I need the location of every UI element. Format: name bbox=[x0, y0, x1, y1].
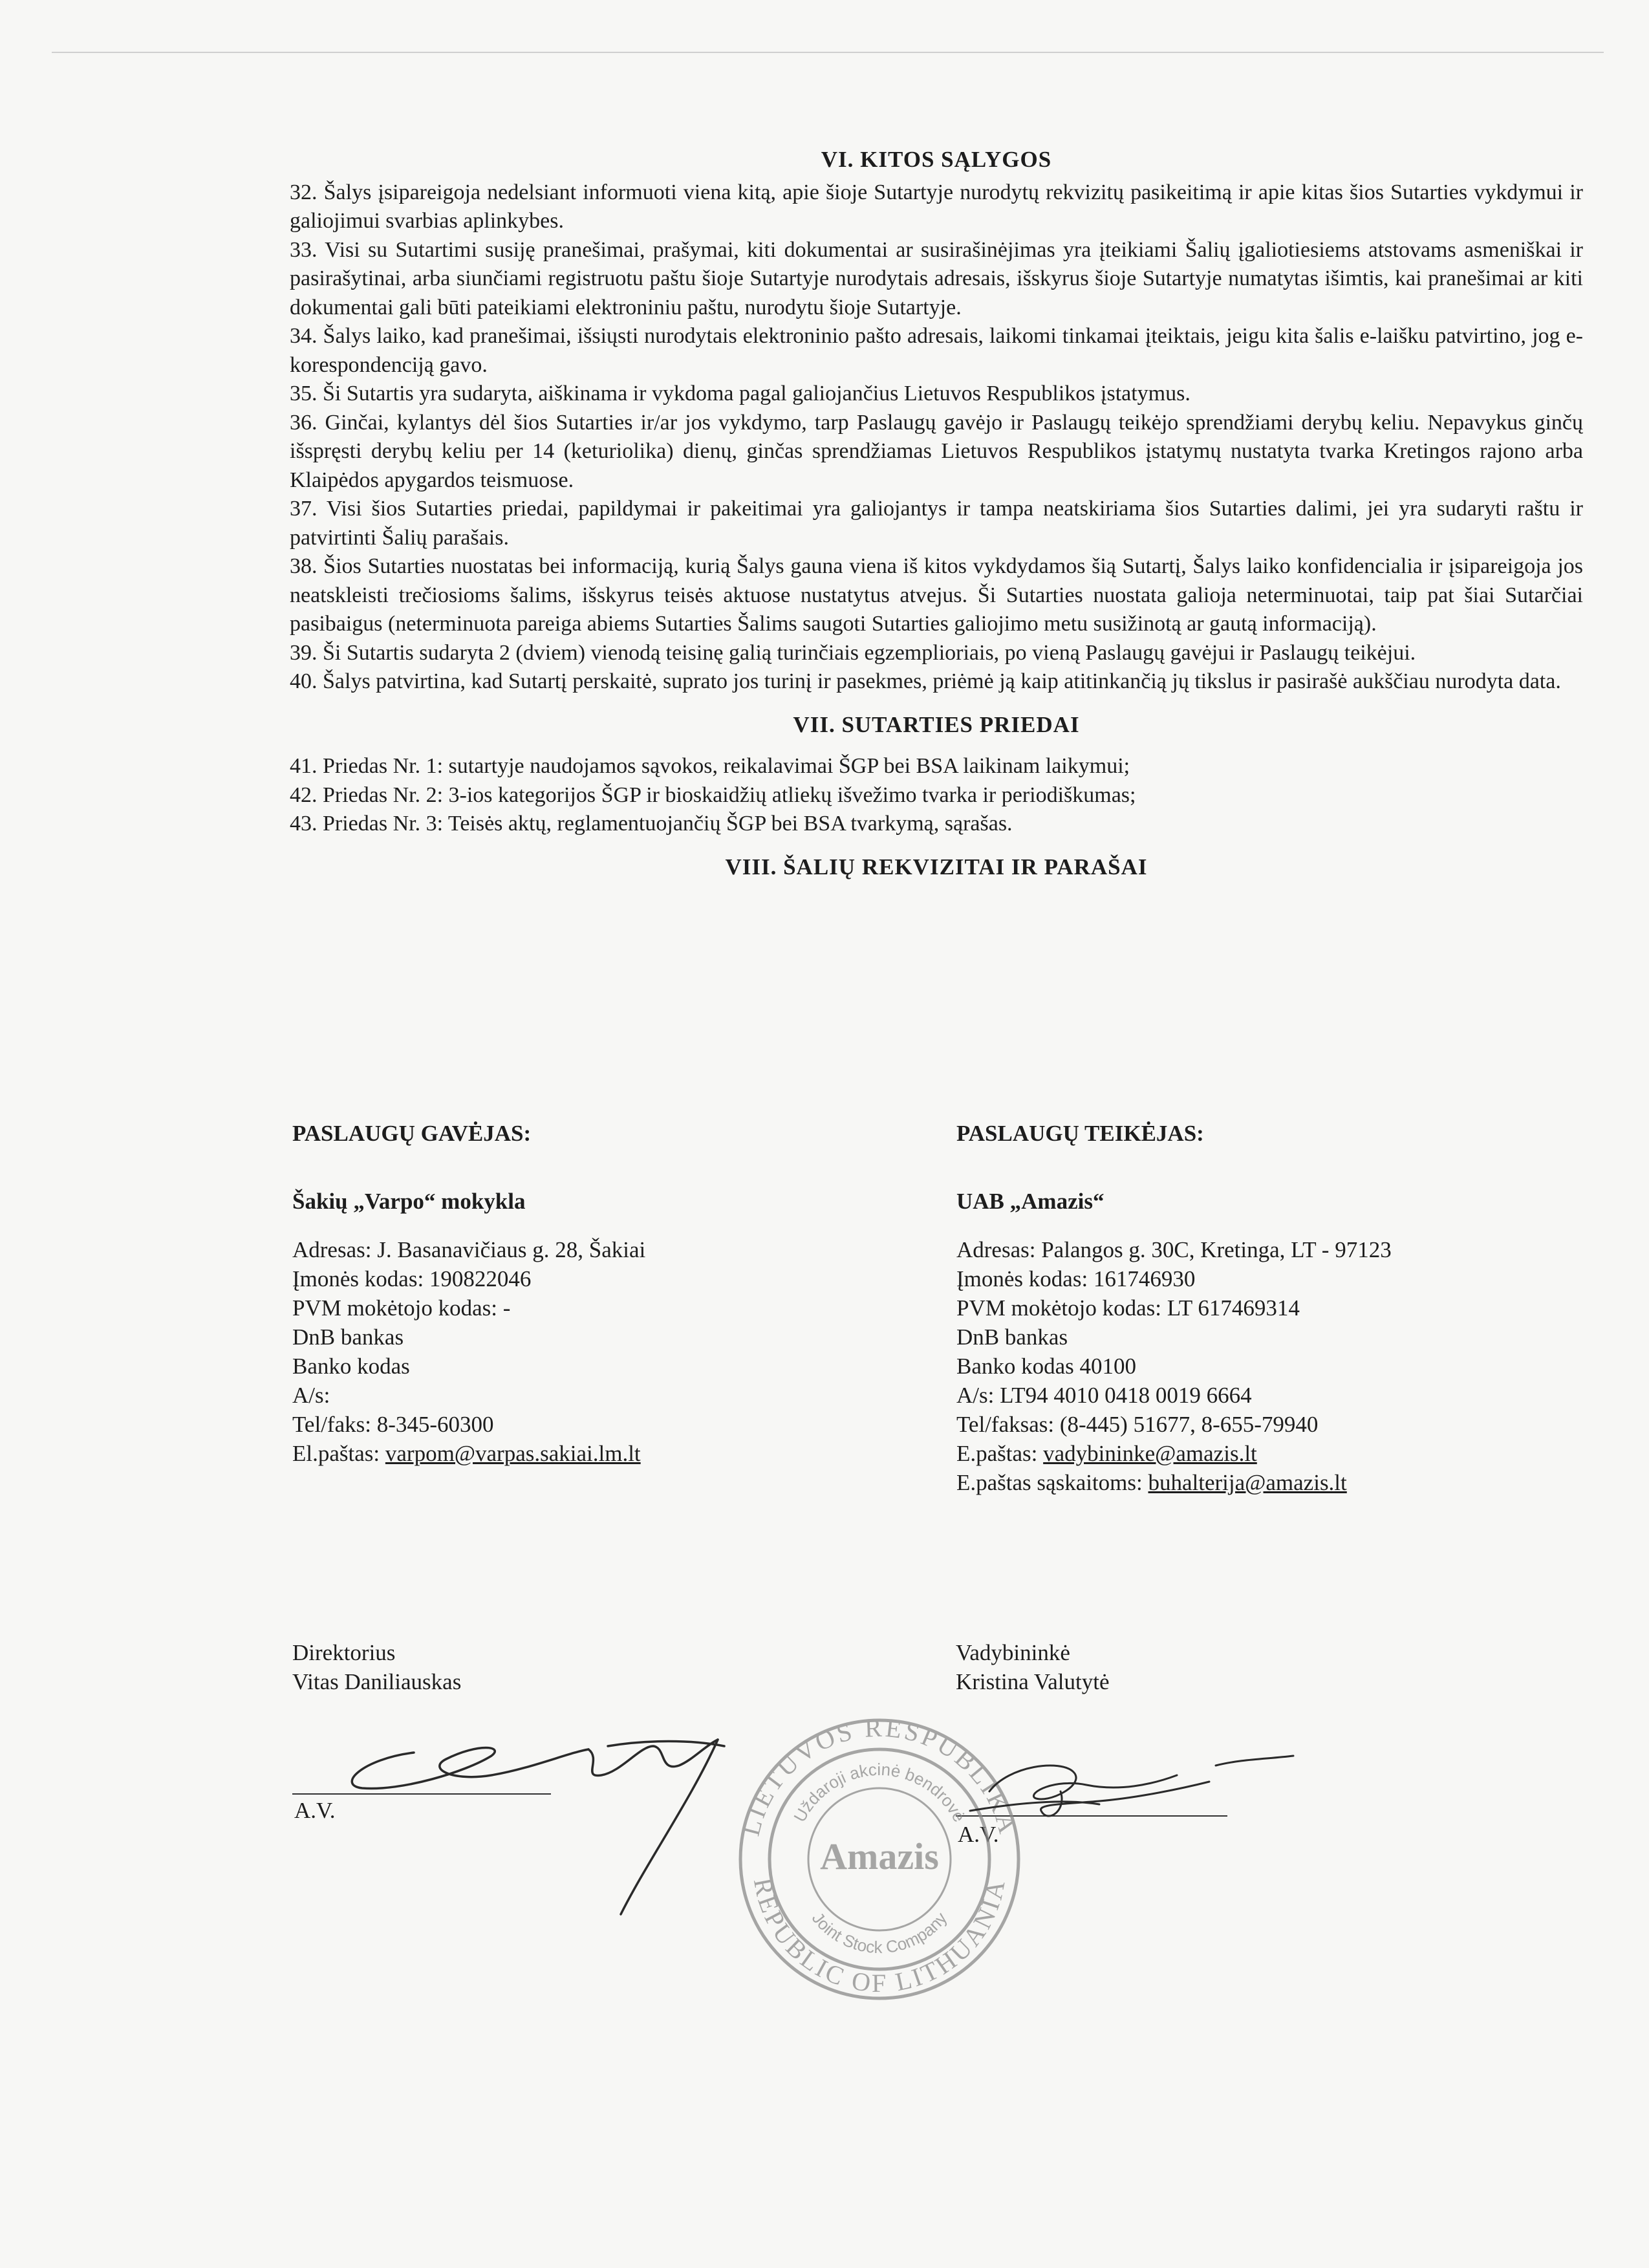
recipient-email-label: El.paštas: bbox=[292, 1441, 385, 1466]
provider-invoice-email-label: E.paštas sąskaitoms: bbox=[956, 1470, 1148, 1495]
provider-email-link[interactable]: vadybininke@amazis.lt bbox=[1043, 1441, 1257, 1466]
provider-account: A/s: LT94 4010 0418 0019 6664 bbox=[956, 1383, 1252, 1408]
recipient-heading: PASLAUGŲ GAVĖJAS: bbox=[292, 1121, 532, 1146]
provider-role: Vadybininkė bbox=[956, 1640, 1070, 1665]
section-6-title: VI. KITOS SĄLYGOS bbox=[821, 147, 1052, 172]
clause-34: 34. Šalys laiko, kad pranešimai, išsiųsti nurodytais elektroninio pašto adresais, laikomi tinkamai įteiktais, jeigu kita šalis e-laišku patvirtino, jog e-korespondenciją gavo. bbox=[290, 324, 1583, 377]
recipient-av: A.V. bbox=[294, 1798, 336, 1823]
clause-35: 35. Ši Sutartis yra sudaryta, aiškinama ir vykdoma pagal galiojančius Lietuvos Respublikos įstatymus. bbox=[290, 382, 1191, 405]
clause-32: 32. Šalys įsipareigoja nedelsiant informuoti viena kitą, apie šioje Sutartyje nurodytų rekvizitų pasikeitimą ir apie kitas šios Sutarties vykdymui ir galiojimui svarbias aplinkybes. bbox=[290, 180, 1583, 233]
appendix-41: 41. Priedas Nr. 1: sutartyje naudojamos sąvokos, reikalavimai ŠGP bei BSA laikinam laikymui; bbox=[290, 754, 1130, 778]
company-stamp bbox=[736, 1713, 1024, 1998]
stamp-outer-bottom: REPUBLIC OF LITHUANIA bbox=[748, 1875, 1011, 1998]
recipient-address: Adresas: J. Basanavičiaus g. 28, Šakiai bbox=[292, 1237, 646, 1262]
recipient-email-link[interactable]: varpom@varpas.sakiai.lm.lt bbox=[385, 1441, 641, 1466]
recipient-account: A/s: bbox=[292, 1383, 330, 1408]
clause-37: 37. Visi šios Sutarties priedai, papildymai ir pakeitimai yra galiojantys ir tampa neatskiriama šios Sutarties dalimi, jei yra sudaryti raštu ir patvirtinti Šalių parašais. bbox=[290, 497, 1583, 550]
recipient-handwritten-signature bbox=[352, 1740, 724, 1914]
section-7-title: VII. SUTARTIES PRIEDAI bbox=[793, 711, 1080, 737]
section-8-title: VIII. ŠALIŲ REKVIZITAI IR PARAŠAI bbox=[725, 854, 1148, 880]
stamp-outer-top: LIETUVOS RESPUBLIKA bbox=[735, 1712, 1024, 1839]
clause-39: 39. Ši Sutartis sudaryta 2 (dviem) vienodą teisinę galią turinčiais egzemplioriais, po vieną Paslaugų gavėjui ir Paslaugų teikėjui. bbox=[290, 640, 1416, 665]
recipient-signatory-name: Vitas Daniliauskas bbox=[292, 1669, 462, 1694]
provider-invoice-email-link[interactable]: buhalterija@amazis.lt bbox=[1148, 1470, 1347, 1495]
provider-company-code: Įmonės kodas: 161746930 bbox=[956, 1266, 1196, 1291]
provider-av: A.V. bbox=[958, 1822, 999, 1847]
clause-38: 38. Šios Sutarties nuostatas bei informaciją, kurią Šalys gauna viena iš kitos vykdydamos šią Sutartį, Šalys laiko konfidencialia ir įsipareigoja jos neatskleisti trečiosioms šalims, išskyrus teisės aktuose nustatytus atvejus. Ši Sutarties nuostata galioja neterminuotai, taip pat šiai Sutarčiai pasibaigus (neterminuota pareiga abiems Sutarties Šalims saugoti Sutarties galiojimo metu susižinotą ar gautą informaciją). bbox=[290, 554, 1583, 636]
appendix-43: 43. Priedas Nr. 3: Teisės aktų, reglamentuojančių ŠGP bei BSA tvarkymą, sąrašas. bbox=[290, 812, 1013, 836]
recipient-bank-code: Banko kodas bbox=[292, 1354, 410, 1379]
provider-signatory-name: Kristina Valutytė bbox=[956, 1669, 1110, 1694]
provider-bank-code: Banko kodas 40100 bbox=[956, 1354, 1137, 1379]
recipient-company-code: Įmonės kodas: 190822046 bbox=[292, 1266, 532, 1291]
recipient-bank: DnB bankas bbox=[292, 1324, 404, 1350]
provider-handwritten-signature bbox=[970, 1756, 1293, 1816]
recipient-phone: Tel/faks: 8-345-60300 bbox=[292, 1412, 494, 1437]
clause-33: 33. Visi su Sutartimi susiję pranešimai, prašymai, kiti dokumentai ar susirašinėjimas yra įteikiami Šalių įgaliotiesiems atstovams asmeniškai ir pasirašytinai, arba siunčiami registruotu paštu šioje Sutartyje nurodytais adresais, išskyrus šioje Sutartyje numatytas išimtis, kai pranešimai ar kiti dokumentai gali būti pateikiami elektroniniu paštu, nurodytu šioje Sutartyje. bbox=[290, 237, 1583, 319]
provider-org: UAB „Amazis“ bbox=[956, 1189, 1105, 1214]
clause-40: 40. Šalys patvirtina, kad Sutartį perskaitė, suprato jos turinį ir pasekmes, priėmė ją kaip atitinkančią jų tikslus ir pasirašė aukščiau nurodyta data. bbox=[290, 669, 1561, 693]
recipient-role: Direktorius bbox=[292, 1640, 396, 1665]
appendix-42: 42. Priedas Nr. 2: 3-ios kategorijos ŠGP ir bioskaidžių atliekų išvežimo tvarka ir periodiškumas; bbox=[290, 783, 1136, 807]
stamp-center-text: Amazis bbox=[820, 1835, 939, 1877]
provider-email-label: E.paštas: bbox=[956, 1441, 1044, 1466]
provider-address: Adresas: Palangos g. 30C, Kretinga, LT - 97123 bbox=[956, 1237, 1392, 1262]
provider-vat: PVM mokėtojo kodas: LT 617469314 bbox=[956, 1295, 1300, 1321]
recipient-vat: PVM mokėtojo kodas: - bbox=[292, 1295, 511, 1321]
clause-36: 36. Ginčai, kylantys dėl šios Sutarties ir/ar jos vykdymo, tarp Paslaugų gavėjo ir Paslaugų teikėjo sprendžiami derybų keliu. Nepavykus ginčų išspręsti derybų keliu per 14 (keturiolika) dienų, ginčas sprendžiamas Lietuvos Respublikos įstatymų nustatyta tvarka Kretingos rajono arba Klaipėdos apygardos teismuose. bbox=[290, 410, 1583, 492]
stamp-inner-top: Uždaroji akcinė bendrovė bbox=[790, 1759, 969, 1826]
stamp-inner-bottom: Joint Stock Company bbox=[808, 1908, 951, 1958]
provider-heading: PASLAUGŲ TEIKĖJAS: bbox=[956, 1121, 1204, 1146]
provider-phone: Tel/faksas: (8-445) 51677, 8-655-79940 bbox=[956, 1412, 1319, 1437]
provider-bank: DnB bankas bbox=[956, 1324, 1068, 1350]
recipient-org: Šakių „Varpo“ mokykla bbox=[292, 1189, 526, 1214]
